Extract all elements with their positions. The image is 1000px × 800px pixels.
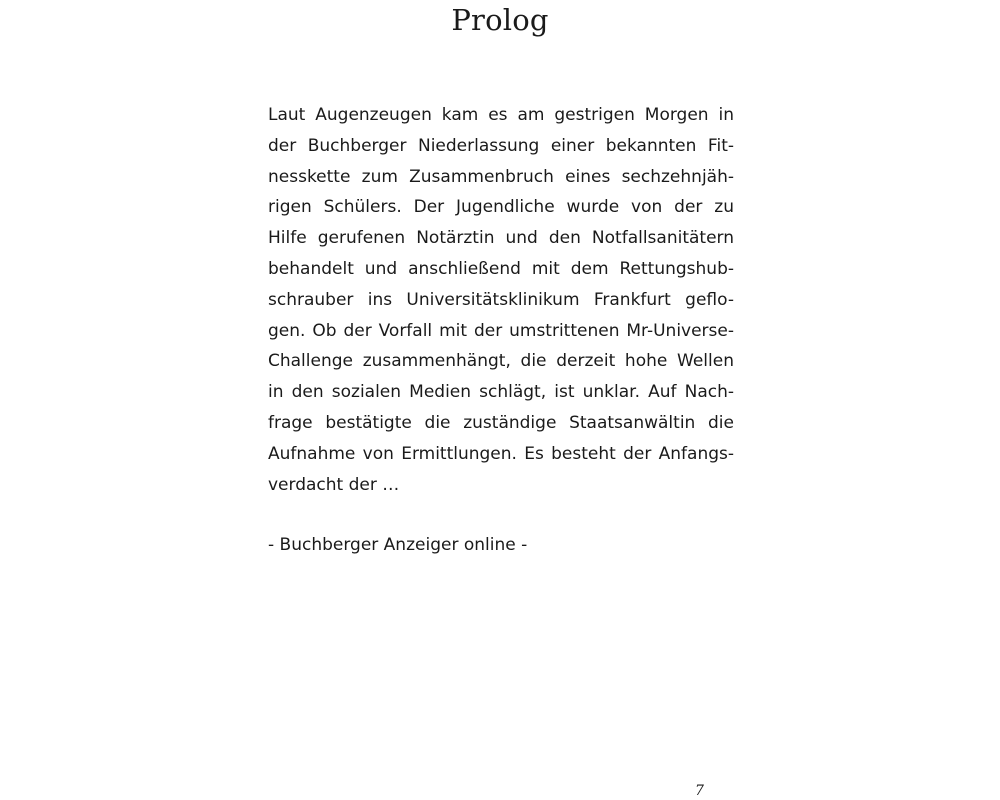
text-line: frage bestätigte die zuständige Staatsanwältin die [268,412,734,433]
text-line: schrauber ins Universitätsklinikum Frankfurt geflo- [268,289,734,310]
text-line: Aufnahme von Ermittlungen. Es besteht der Anfangs- [268,443,734,464]
text-line: Hilfe gerufenen Notärztin und den Notfallsanitätern [268,228,734,249]
text-line: rigen Schülers. Der Jugendliche wurde von der zu [268,197,734,218]
text-line: in den sozialen Medien schlägt, ist unklar. Auf Nach- [268,382,734,403]
page-number: 7 [695,783,704,799]
article-source: - Buchberger Anzeiger online - [268,535,528,555]
text-line: der Buchberger Niederlassung einer bekannten Fit- [268,135,734,156]
text-line: gen. Ob der Vorfall mit der umstrittenen Mr-Universe- [268,320,734,341]
chapter-title: Prolog [451,3,549,37]
text-line: Challenge zusammenhängt, die derzeit hohe Wellen [268,351,734,372]
text-line: behandelt und anschließend mit dem Rettungshub- [268,258,734,279]
text-line: verdacht der … [268,474,400,495]
text-line: nesskette zum Zusammenbruch eines sechzehnjäh- [268,166,734,187]
text-line: Laut Augenzeugen kam es am gestrigen Morgen in [268,105,734,125]
article-excerpt [268,100,734,500]
